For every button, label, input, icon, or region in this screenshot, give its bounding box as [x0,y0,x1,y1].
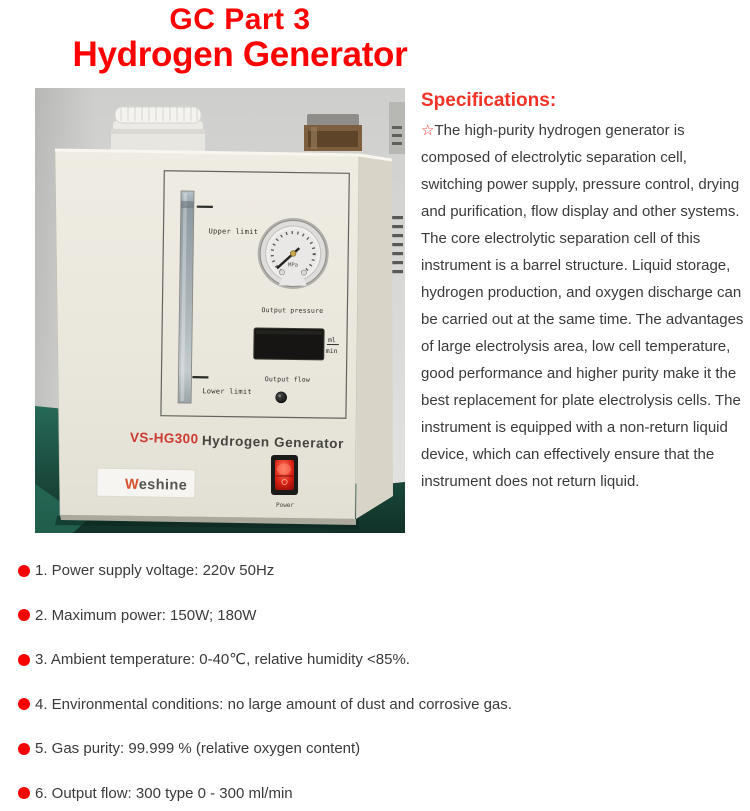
feature-text: 4. Environmental conditions: no large amount of dust and corrosive gas. [35,695,512,713]
specs-text: The high-purity hydrogen generator is composed of electrolytic separation cell, switching power supply, pressure control, drying and purification, flow display and other systems. The core electrolytic separation cell of this instrument is a barrel structure. Liquid storage, hydrogen production, and oxygen discharge can be carried out at the same time. The advantages of large electrolysis area, low cell temperature, good performance and higher purity make it the best replacement for plate electrolysis cells. The instrument is equipped with a non-return liquid device, which can effectively ensure that the instrument does not return liquid. [421,122,744,490]
specifications-section [421,89,744,495]
bullet-icon [18,654,30,666]
bullet-icon [18,743,30,755]
brand-rest: eshine [138,476,188,494]
bullet-icon [18,787,30,799]
feature-item [18,785,733,803]
feature-text: 2. Maximum power: 150W; 180W [35,606,257,624]
model-label: VS-HG300 [129,429,199,447]
page-title [0,3,480,74]
feature-list [18,562,733,811]
brand-plate [97,468,195,498]
flow-knob [276,392,287,403]
desiccant-jar [304,114,362,151]
output-flow-label: Output flow [264,375,311,384]
page-title-line1: GC Part 3 [169,3,311,36]
feature-text: 3. Ambient temperature: 0-40℃, relative humidity <85%. [35,651,410,668]
feature-item [18,562,733,580]
specs-heading: Specifications: [421,90,557,111]
upper-limit-label: Upper limit [208,227,259,237]
svg-text:Weshine [125,477,187,494]
feature-text: 1. Power supply voltage: 220v 50Hz [35,562,275,579]
feature-item [18,607,733,625]
star-icon: ☆ [421,122,435,139]
bullet-icon [18,565,30,577]
lcd-display [254,328,324,360]
lower-limit-label: Lower limit [202,387,252,396]
gauge-unit-label: MPa [288,262,299,269]
model-name-label: Hydrogen Generator [201,432,345,452]
output-pressure-label: Output pressure [261,306,324,315]
level-tube [178,191,194,403]
bullet-icon [18,698,30,710]
brand-initial: W [124,476,139,493]
feature-text: 5. Gas purity: 99.999 % (relative oxygen content) [35,740,361,757]
specs-paragraph [421,117,744,495]
feature-item [18,696,733,714]
svg-text:min: min [325,346,338,356]
power-switch [271,455,298,495]
svg-text:ml: ml [327,336,336,345]
page-title-line2: Hydrogen Generator [72,35,408,74]
feature-item [18,740,733,758]
power-label: Power [275,502,295,509]
feature-item [18,651,733,669]
product-photo [35,88,405,533]
water-jar [111,107,205,151]
bullet-icon [18,609,30,621]
feature-text: 6. Output flow: 300 type 0 - 300 ml/min [35,784,293,802]
